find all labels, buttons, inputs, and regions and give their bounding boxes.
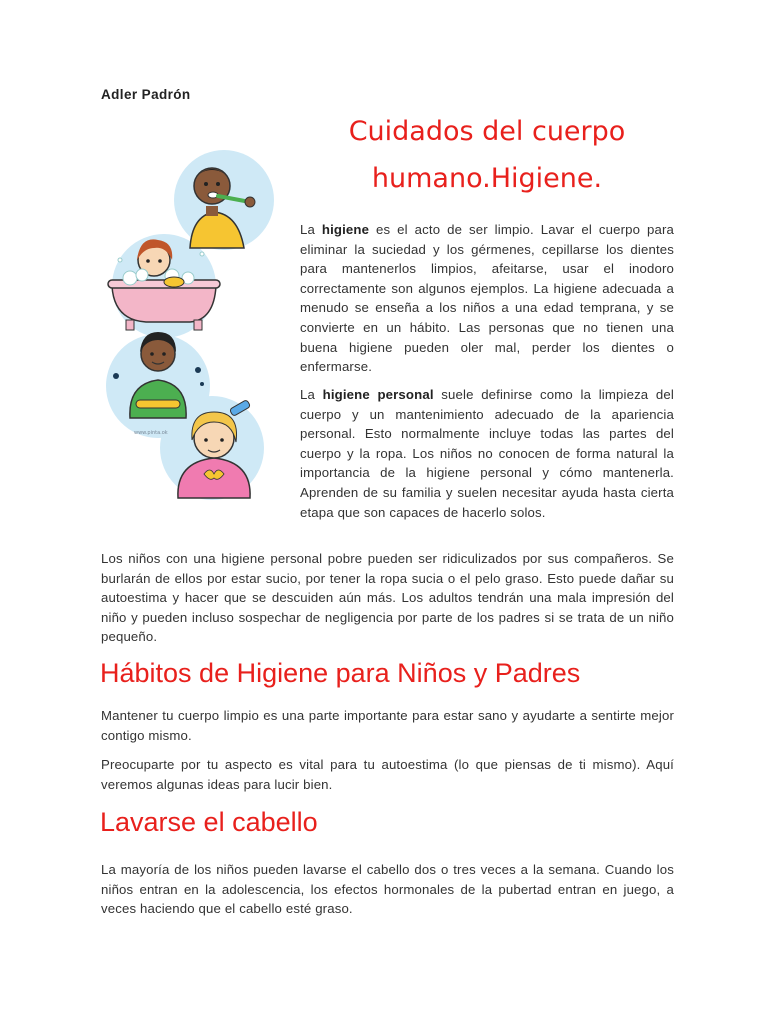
heading-cabello: Lavarse el cabello — [100, 807, 318, 837]
paragraph-cuerpo-limpio: Mantener tu cuerpo limpio es una parte importante para estar sano y ayudarte a sentirte mejor contigo mismo. — [101, 708, 674, 743]
paragraph-higiene-personal — [300, 385, 674, 522]
paragraph-lavarse-cabello: La mayoría de los niños pueden lavarse el cabello dos o tres veces a la semana. Cuando los niños entran en la adolescencia, los efectos hormonales de la pubertad entran en juego, a veces haciendo que el cabello esté graso. — [101, 862, 674, 917]
paragraph-ninos-higiene-pobre: Los niños con una higiene personal pobre pueden ser ridiculizados por sus compañeros. Se burlarán de ellos por estar sucio, por tener la ropa sucia o el pelo graso. Esto puede dañar su autoestima y hacer que se descuiden aún más. Los adultos tendrán una mala impresión del niño y pueden incluso sospechar de negligencia por parte de los padres si se trata de un niño pequeño. — [101, 551, 674, 645]
p1-text-start: La — [300, 222, 322, 237]
page-title — [300, 108, 674, 202]
illustration-watermark: www.pinta.ok — [134, 430, 168, 436]
paragraph-higiene — [300, 220, 674, 377]
p1-text-rest: es el acto de ser limpio. Lavar el cuerpo para eliminar la suciedad y los gérmenes, cepillarse los dientes para mantenerlos limpios, afeitarse, usar el inodoro correctamente son algunos ejemplos. La higiene adecuada a menudo se enseña a los niños a una edad temprana, y se convierte en un hábito. Las personas que no tienen una buena higiene pueden oler mal, perder los dientes o enfermarse. — [300, 222, 674, 375]
hygiene-illustration — [102, 148, 288, 500]
title-line-2: humano.Higiene. — [371, 163, 603, 194]
paragraph-aspecto: Preocuparte por tu aspecto es vital para tu autoestima (lo que piensas de ti mismo). Aquí veremos algunas ideas para lucir bien. — [101, 757, 674, 792]
p1-bold-term: higiene — [321, 222, 370, 237]
p2-text-rest: suele definirse como la limpieza del cuerpo y un mantenimiento adecuado de la apariencia personal. Esto normalmente incluye todas las partes del cuerpo y la ropa. Los niños no conocen de forma natural la importancia de la higiene personal y cómo mantenerla. Aprenden de su familia y suelen necesitar ayuda hasta cierta etapa que son capaces de hacerlo solos. — [300, 387, 674, 520]
title-line-1: Cuidados del cuerpo — [348, 116, 626, 147]
p2-text-start: La — [300, 387, 323, 402]
p2-bold-term: higiene personal — [322, 387, 434, 402]
heading-habitos: Hábitos de Higiene para Niños y Padres — [100, 658, 581, 688]
author-name: Adler Padrón — [101, 87, 191, 102]
